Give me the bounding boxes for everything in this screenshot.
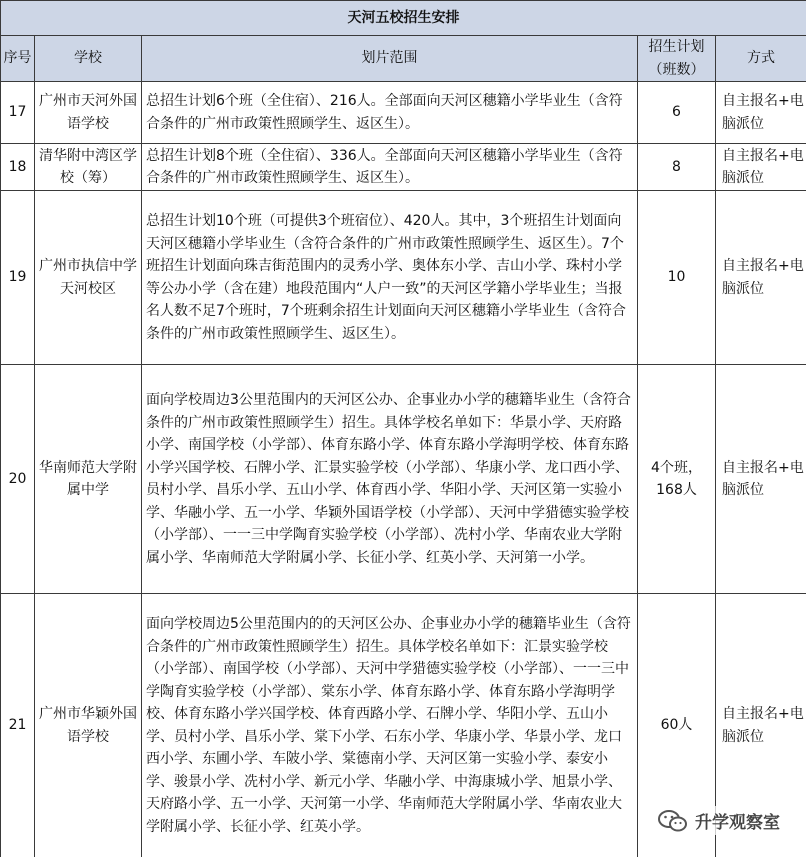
title-row [1, 1, 806, 36]
header-method: 方式 [716, 36, 806, 82]
header-range: 划片范围 [142, 36, 638, 82]
watermark-text: 升学观察室 [695, 813, 780, 833]
header-school: 学校 [35, 36, 142, 82]
row-school: 清华附中湾区学校（筹） [35, 144, 142, 191]
row-school: 广州市华颖外国语学校 [35, 594, 142, 857]
table-row [1, 144, 806, 191]
row-range: 面向学校周边3公里范围内的天河区公办、企事业办小学的穗籍毕业生（含符合条件的广州市政策性照顾学生）招生。具体学校名单如下：华景小学、天府路小学、南国学校（小学部）、体育东路小学、体育东路小学海明学校、体育东路小学兴国学校、石牌小学、汇景实验学校（小学部）、华康小学、龙口西小学、员村小学、昌乐小学、五山小学、体育西小学、华阳小学、天河区第一实验小学、华融小学、五一小学、华颖外国语学校（小学部）、天河中学猎德实验学校（小学部）、一一三中学陶育实验学校（小学部）、冼村小学、华南农业大学附属小学、华南师范大学附属小学、长征小学、红英小学、天河第一小学。 [142, 365, 638, 594]
row-plan: 8 [638, 144, 716, 191]
row-no: 21 [1, 594, 35, 857]
row-method: 自主报名+电脑派位 [716, 191, 806, 365]
header-no: 序号 [1, 36, 35, 82]
watermark [654, 806, 784, 835]
row-school: 广州市天河外国语学校 [35, 82, 142, 144]
row-plan: 10 [638, 191, 716, 365]
row-range: 面向学校周边5公里范围内的的天河区公办、企事业办小学的穗籍毕业生（含符合条件的广州市政策性照顾学生）招生。具体学校名单如下：汇景实验学校（小学部）、南国学校（小学部）、天河中学猎德实验学校（小学部）、一一三中学陶育实验学校（小学部）、棠东小学、体育东路小学、体育东路小学海明学校、体育东路小学兴国学校、体育西路小学、石牌小学、华阳小学、五山小学、员村小学、昌乐小学、棠下小学、石东小学、华康小学、华景小学、龙口西小学、东圃小学、车陂小学、棠德南小学、天河区第一实验小学、泰安小学、骏景小学、冼村小学、新元小学、华融小学、中海康城小学、旭景小学、天府路小学、五一小学、天河第一小学、华南师范大学附属小学、华南农业大学附属小学、长征小学、红英小学。 [142, 594, 638, 857]
header-row [1, 36, 806, 82]
header-plan: 招生计划（班数） [638, 36, 716, 82]
wechat-icon [658, 809, 688, 833]
row-method: 自主报名+电脑派位 [716, 365, 806, 594]
table-row [1, 82, 806, 144]
row-plan: 6 [638, 82, 716, 144]
row-school: 华南师范大学附属中学 [35, 365, 142, 594]
row-method: 自主报名+电脑派位 [716, 144, 806, 191]
row-range: 总招生计划10个班（可提供3个班宿位）、420人。其中，3个班招生计划面向天河区穗籍小学毕业生（含符合条件的广州市政策性照顾学生、返区生）。7个班招生计划面向珠吉街范围内的灵秀小学、奥体东小学、吉山小学、珠村小学等公办小学（含在建）地段范围内“人户一致”的天河区学籍小学毕业生；当报名人数不足7个班时，7个班剩余招生计划面向天河区穗籍小学毕业生（含符合条件的广州市政策性照顾学生、返区生）。 [142, 191, 638, 365]
table-title: 天河五校招生安排 [1, 1, 806, 36]
table-row [1, 365, 806, 594]
row-range: 总招生计划6个班（全住宿）、216人。全部面向天河区穗籍小学毕业生（含符合条件的广州市政策性照顾学生、返区生）。 [142, 82, 638, 144]
table-row [1, 191, 806, 365]
row-plan: 4个班，168人 [638, 365, 716, 594]
row-no: 17 [1, 82, 35, 144]
row-no: 20 [1, 365, 35, 594]
row-school: 广州市执信中学天河校区 [35, 191, 142, 365]
row-range: 总招生计划8个班（全住宿）、336人。全部面向天河区穗籍小学毕业生（含符合条件的广州市政策性照顾学生、返区生）。 [142, 144, 638, 191]
row-no: 18 [1, 144, 35, 191]
row-no: 19 [1, 191, 35, 365]
row-method: 自主报名+电脑派位 [716, 82, 806, 144]
row-plan: 60人 [638, 594, 716, 857]
row-method: 自主报名+电脑派位 [716, 594, 806, 857]
